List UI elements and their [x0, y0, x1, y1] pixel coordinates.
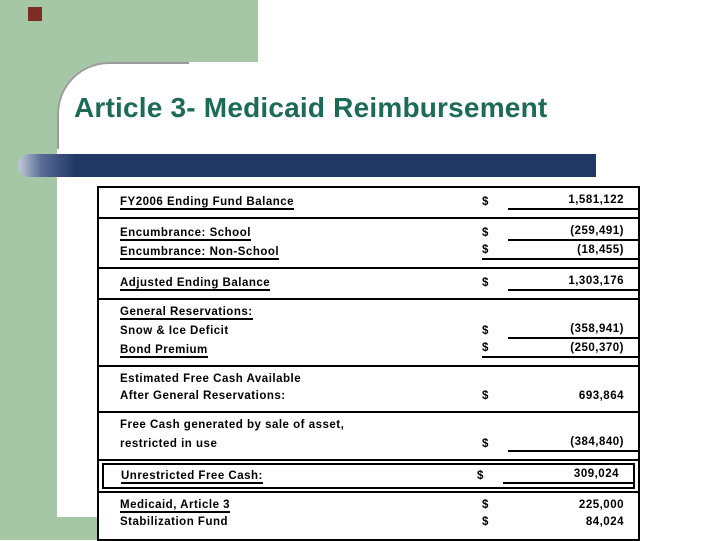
row-amount: 693,864: [578, 390, 624, 402]
row-amount: (259,491): [508, 224, 638, 241]
title-accent-bar: [18, 154, 596, 177]
table-row: [99, 321, 638, 340]
table-section: [99, 269, 638, 300]
dollar-sign: $: [477, 470, 484, 482]
dollar-sign: $: [482, 277, 489, 289]
table-row: [99, 434, 638, 453]
row-label: FY2006 Ending Fund Balance: [120, 196, 295, 208]
row-amount: (384,840): [508, 435, 638, 452]
table-row: [99, 417, 638, 434]
row-label: General Reservations:: [120, 306, 253, 318]
row-amount: 1,581,122: [508, 193, 638, 210]
row-label: Snow & Ice Deficit: [120, 325, 229, 337]
row-label: Unrestricted Free Cash:: [121, 470, 263, 482]
row-label: After General Reservations:: [120, 390, 286, 402]
row-amount: 84,024: [585, 516, 624, 528]
row-label: Encumbrance: Non-School: [120, 246, 280, 258]
table-row: [99, 192, 638, 211]
row-label: Bond Premium: [120, 344, 208, 356]
dollar-sign: $: [482, 243, 508, 260]
table-row: [99, 388, 638, 405]
highlight-box: [102, 463, 635, 489]
row-amount: (358,941): [508, 322, 638, 339]
table-row: [99, 304, 638, 321]
table-section: [99, 300, 638, 367]
row-label: restricted in use: [120, 438, 218, 450]
bullet-square-icon: [28, 7, 42, 21]
table-row: [99, 340, 638, 359]
dollar-sign: $: [482, 499, 489, 511]
row-label: Free Cash generated by sale of asset,: [120, 419, 345, 431]
table-row: [99, 273, 638, 292]
table-row: [99, 514, 638, 531]
row-amount: 225,000: [578, 499, 624, 511]
table-section: [99, 413, 638, 461]
slide-title: Article 3- Medicaid Reimbursement: [74, 92, 548, 123]
dollar-sign: $: [482, 390, 489, 402]
row-label: Estimated Free Cash Available: [120, 373, 302, 385]
row-amount: 1,303,176: [508, 274, 638, 291]
table-section: [99, 219, 638, 269]
table-section: [99, 188, 638, 219]
table-row: [99, 223, 638, 242]
dollar-sign: $: [482, 227, 489, 239]
table-row: [99, 371, 638, 388]
row-label: Encumbrance: School: [120, 227, 251, 239]
table-row: [104, 466, 633, 485]
row-amount: (250,370): [508, 341, 638, 358]
row-label: Adjusted Ending Balance: [120, 277, 271, 289]
row-label: Medicaid, Article 3: [120, 499, 231, 511]
row-amount: (18,455): [508, 243, 638, 260]
row-amount: 309,024: [503, 467, 633, 484]
table-row: [99, 242, 638, 261]
row-label: Stabilization Fund: [120, 516, 229, 528]
dollar-sign: $: [482, 196, 489, 208]
financial-table: [97, 186, 640, 541]
table-section: [99, 461, 638, 493]
dollar-sign: $: [482, 341, 508, 358]
table-row: [99, 497, 638, 514]
table-section: [99, 493, 638, 539]
table-section: [99, 367, 638, 413]
dollar-sign: $: [482, 438, 489, 450]
dollar-sign: $: [482, 325, 489, 337]
dollar-sign: $: [482, 516, 489, 528]
